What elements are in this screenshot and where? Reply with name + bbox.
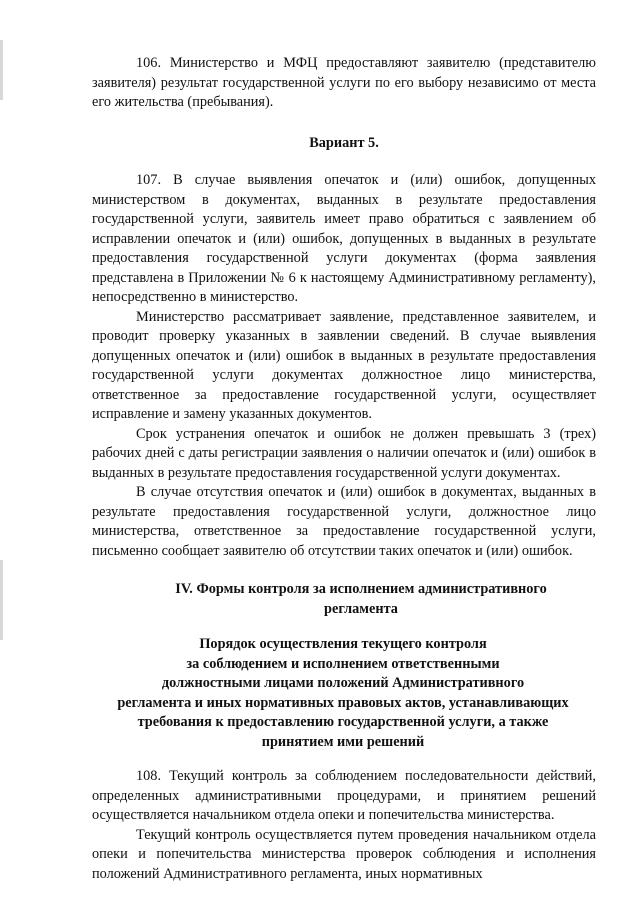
paragraph-absence: В случае отсутствия опечаток и (или) ошибок в документах, выданных в результате предоставления государственной услуги, должностное лицо министерства, ответственное за предоставление государственной услуги, письменно сообщает заявителю об отсутствии таких опечаток и (или) ошибок. [92,484,596,559]
section-heading-line: IV. Формы контроля за исполнением административного [175,581,547,597]
subsection-heading-line: регламента и иных нормативных правовых актов, устанавливающих [117,694,569,711]
paragraph-107: 107. В случае выявления опечаток и (или) ошибок, допущенных министерством в документах, выданных в результате предоставления государственной услуги, заявитель имеет право обратиться с заявлением об исправлении опечаток и (или) ошибок, допущенных в выданных в результате предоставления государственной услуги документах (форма заявления представлена в Приложении № 6 к настоящему Административному регламенту), непосредственно в министерство. [92,172,596,305]
subsection-heading [92,635,596,752]
subsection-heading-line: Порядок осуществления текущего контроля [199,636,487,652]
subsection-heading-line: требования к предоставлению государственной услуги, а также [137,714,549,730]
paragraph-deadline: Срок устранения опечаток и ошибок не должен превышать 3 (трех) рабочих дней с даты регистрации заявления о наличии опечаток и (или) ошибок в выданных в результате предоставления государственной услуги документах. [92,425,596,481]
paragraph-106: 106. Министерство и МФЦ предоставляют заявителю (представителю заявителя) результат государственной услуги по его выбору независимо от места его жительства (пребывания). [92,55,596,110]
paragraph-108: 108. Текущий контроль за соблюдением последовательности действий, определенных административными процедурами, и принятием решений осуществляется начальником отдела опеки и попечительства министерства. [92,768,596,823]
paragraph-current-control: Текущий контроль осуществляется путем проведения начальником отдела опеки и попечительства министерства проверок соблюдения и исполнения положений Административного регламента, иных нормативных [92,826,596,882]
subsection-heading-line: принятием ими решений [261,733,425,750]
subsection-heading-line: за соблюдением и исполнением ответственными [186,655,500,672]
scan-margin-mark [0,40,3,100]
variant-heading: Вариант 5. [309,134,379,151]
scan-margin-mark [0,560,3,640]
subsection-heading-line: должностными лицами положений Административного [161,675,525,691]
section-heading-line: регламента [324,600,398,617]
section-heading [126,580,596,619]
paragraph-review: Министерство рассматривает заявление, представленное заявителем, и проводит проверку указанных в заявлении сведений. В случае выявления допущенных опечаток и (или) ошибок в выданных в результате предоставления государственной услуги документах должностное лицо министерства, ответственное за предоставление государственной услуги, осуществляет исправление и замену указанных документов. [92,308,596,422]
